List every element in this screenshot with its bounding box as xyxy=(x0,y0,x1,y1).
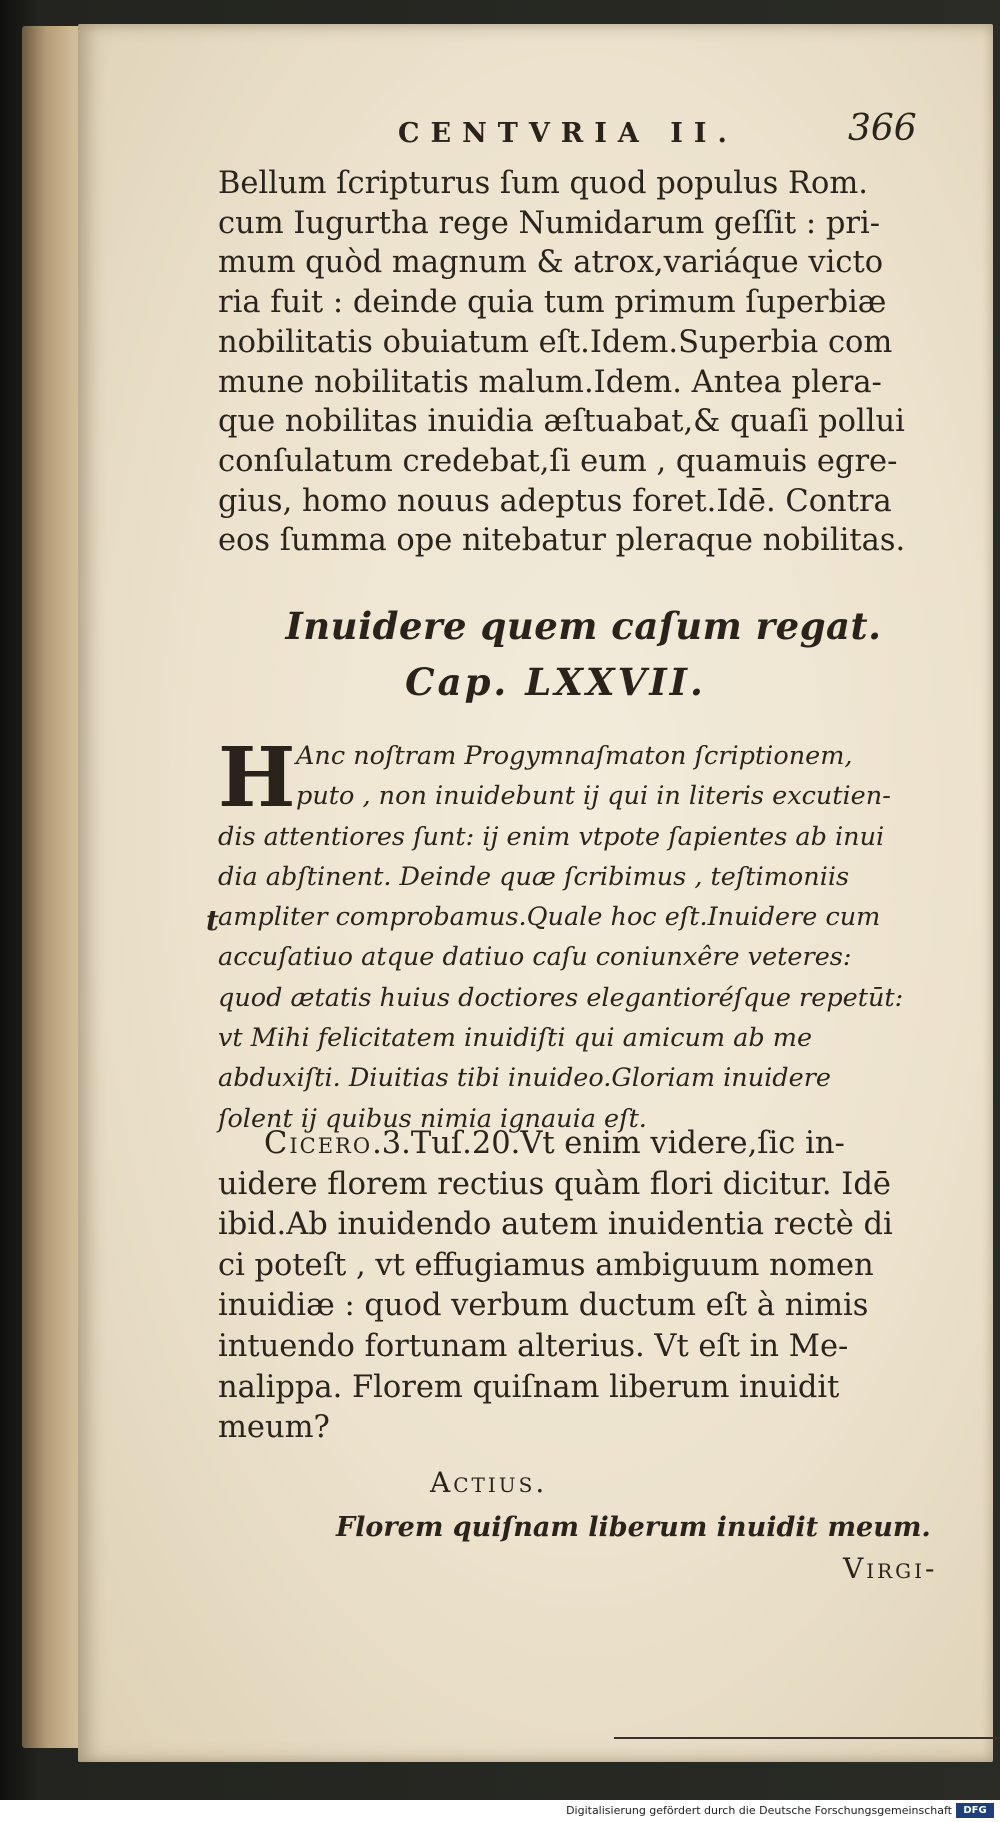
text-line xyxy=(218,1124,980,1165)
footer-bar xyxy=(0,1800,1000,1822)
chapter-title: Inuidere quem caſum regat. xyxy=(285,604,882,648)
text-line: inuidiæ : quod verbum ductum eſt à nimis xyxy=(218,1288,869,1324)
text-line: uidere florem rectius quàm flori dicitur. Idē xyxy=(218,1166,891,1202)
text-line: quod ætatis huius doctiores elegantioréſque repetūt: xyxy=(218,982,904,1013)
text-line: vt Mihi felicitatem inuidiſti qui amicum ab me xyxy=(218,1023,813,1054)
page-number: 366 xyxy=(848,108,917,149)
text-line: gius, homo nouus adeptus foret.Idē. Contra xyxy=(218,483,892,519)
quote-attribution: Actius. xyxy=(430,1466,548,1499)
text-line: que nobilitas inuidia æſtuabat,& quaſi pollui xyxy=(218,404,905,440)
verse-quote: Florem quiſnam liberum inuidit meum. xyxy=(336,1512,931,1543)
text-line: cum Iugurtha rege Numidarum geſſit : pri- xyxy=(218,205,881,241)
footer-credit: Digitalisierung gefördert durch die Deutsche Forschungsgemeinschaft xyxy=(566,1804,952,1817)
text-line: nobilitatis obuiatum eſt.Idem.Superbia com xyxy=(218,324,893,360)
margin-mark: t xyxy=(206,904,219,937)
text-line: ampliter comprobamus.Quale hoc eſt.Inuidere cum xyxy=(218,902,881,933)
text-line: dia abſtinent. Deinde quæ ſcribimus , teſtimoniis xyxy=(218,861,850,892)
text-line: ſolent ij quibus nimia ignauia eſt. xyxy=(218,1103,647,1134)
text-line: Bellum ſcripturus ſum quod populus Rom. xyxy=(218,166,868,201)
text-run: .3.Tuſ.20.Vt enim videre,ſic in- xyxy=(372,1126,845,1161)
text-line: conſulatum credebat,ſi eum , quamuis egre- xyxy=(218,443,898,479)
drop-cap: H xyxy=(218,730,296,826)
paragraph-2 xyxy=(218,730,980,1139)
paragraph-3 xyxy=(218,1124,980,1449)
text-line: mune nobilitatis malum.Idem. Antea plera- xyxy=(218,364,882,400)
paragraph-1 xyxy=(218,164,980,561)
author-name: Cicero xyxy=(264,1126,373,1161)
text-line: nalippa. Florem quiſnam liberum inuidit xyxy=(218,1369,840,1405)
text-line: intuendo fortunam alterius. Vt eſt in Me- xyxy=(218,1328,849,1364)
text-line: dis attentiores ſunt: ij enim vtpote ſapientes ab inui xyxy=(218,821,885,852)
text-line: eos ſumma ope nitebatur pleraque nobilitas. xyxy=(218,523,906,559)
text-line: puto , non inuidebunt ij qui in literis excutien- xyxy=(296,781,891,812)
text-line: meum? xyxy=(218,1410,330,1446)
running-head-title: CENTVRIA II. xyxy=(398,118,738,149)
text-line: Anc noſtram Progymnaſmaton ſcriptionem, xyxy=(296,741,853,771)
catchword: Virgi- xyxy=(843,1552,938,1585)
text-line: ria fuit : deinde quia tum primum ſuperbiæ xyxy=(218,285,887,321)
text-line: abduxiſti. Diuitias tibi inuideo.Gloriam inuidere xyxy=(218,1063,831,1094)
book-page xyxy=(78,24,993,1762)
bottom-rule xyxy=(614,1737,1000,1739)
chapter-number: Cap. LXXVII. xyxy=(405,660,706,704)
dfg-logo: DFG xyxy=(956,1803,994,1818)
text-line: ibid.Ab inuidendo autem inuidentia rectè di xyxy=(218,1207,893,1243)
text-line: accuſatiuo atque datiuo caſu coniunxêre veteres: xyxy=(218,942,852,973)
text-line: mum quòd magnum & atrox,variáque victo xyxy=(218,245,884,281)
text-line: ci poteſt , vt effugiamus ambiguum nomen xyxy=(218,1247,874,1283)
running-head xyxy=(78,102,993,152)
